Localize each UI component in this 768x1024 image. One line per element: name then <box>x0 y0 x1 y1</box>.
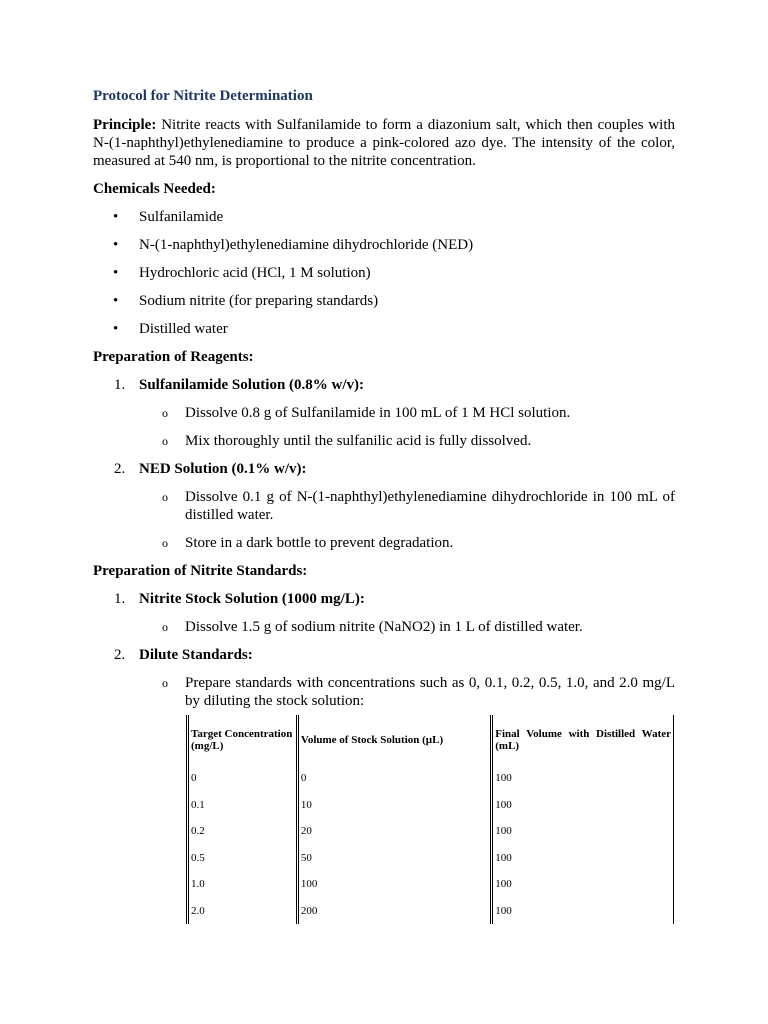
table-cell: 0.2 <box>188 818 298 845</box>
step-title: Dilute Standards: <box>139 647 253 663</box>
sub-list <box>139 674 675 710</box>
chemicals-list <box>93 208 675 338</box>
table-cell: 0 <box>188 765 298 792</box>
column-header: Final Volume with Distilled Water (mL) <box>492 715 674 765</box>
step-item <box>93 590 675 636</box>
table-cell: 0.5 <box>188 845 298 872</box>
table-cell: 2.0 <box>188 898 298 925</box>
sub-item-text: Prepare standards with concentrations such as 0, 0.1, 0.2, 0.5, 1.0, and 2.0 mg/L by diluting the stock solution: <box>185 675 675 709</box>
bullet-icon: • <box>113 265 119 281</box>
list-item <box>93 320 675 338</box>
step-item <box>93 460 675 552</box>
table-cell: 20 <box>297 818 491 845</box>
table-row <box>188 898 674 925</box>
step-item <box>93 376 675 450</box>
circle-bullet-icon: o <box>162 676 168 690</box>
step-number: 1. <box>114 591 126 607</box>
sub-item <box>139 674 675 710</box>
step-number: 1. <box>114 377 126 393</box>
principle-paragraph <box>93 116 675 170</box>
sub-item <box>139 618 675 636</box>
sub-item-text: Dissolve 1.5 g of sodium nitrite (NaNO2) in 1 L of distilled water. <box>185 619 583 635</box>
step-number: 2. <box>114 461 126 477</box>
table-cell: 50 <box>297 845 491 872</box>
chemicals-heading: Chemicals Needed: <box>93 181 216 197</box>
reagents-steps <box>93 376 675 552</box>
table-cell: 0.1 <box>188 792 298 819</box>
sub-list <box>139 404 675 450</box>
sub-list <box>139 618 675 636</box>
step-number: 2. <box>114 647 126 663</box>
sub-item <box>139 404 675 422</box>
reagents-heading: Preparation of Reagents: <box>93 349 254 365</box>
list-item-text: Sodium nitrite (for preparing standards) <box>139 293 379 309</box>
column-header: Target Concentration (mg/L) <box>188 715 298 765</box>
sub-item-text: Dissolve 0.1 g of N-(1-naphthyl)ethylenediamine dihydrochloride in 100 mL of distilled water. <box>185 489 675 523</box>
circle-bullet-icon: o <box>162 620 168 634</box>
table-row <box>188 818 674 845</box>
document-page <box>93 87 675 720</box>
table-cell: 100 <box>492 818 674 845</box>
circle-bullet-icon: o <box>162 536 168 550</box>
list-item <box>93 208 675 226</box>
table-row <box>188 792 674 819</box>
list-item <box>93 264 675 282</box>
table-cell: 100 <box>492 845 674 872</box>
sub-item <box>139 432 675 450</box>
table-cell: 0 <box>297 765 491 792</box>
sub-item-text: Mix thoroughly until the sulfanilic acid is fully dissolved. <box>185 433 532 449</box>
list-item-text: Hydrochloric acid (HCl, 1 M solution) <box>139 265 371 281</box>
list-item-text: Sulfanilamide <box>139 209 224 225</box>
bullet-icon: • <box>113 321 119 337</box>
circle-bullet-icon: o <box>162 406 168 420</box>
table-cell: 100 <box>492 871 674 898</box>
step-title: NED Solution (0.1% w/v): <box>139 461 307 477</box>
circle-bullet-icon: o <box>162 490 168 504</box>
table-row <box>188 845 674 872</box>
column-header: Volume of Stock Solution (µL) <box>297 715 491 765</box>
sub-list <box>139 488 675 552</box>
table-cell: 10 <box>297 792 491 819</box>
sub-item-text: Store in a dark bottle to prevent degradation. <box>185 535 454 551</box>
table-cell: 1.0 <box>188 871 298 898</box>
list-item <box>93 292 675 310</box>
table-cell: 100 <box>492 765 674 792</box>
bullet-icon: • <box>113 209 119 225</box>
table-cell: 100 <box>297 871 491 898</box>
step-title: Sulfanilamide Solution (0.8% w/v): <box>139 377 365 393</box>
bullet-icon: • <box>113 237 119 253</box>
table-cell: 100 <box>492 898 674 925</box>
list-item-text: Distilled water <box>139 321 228 337</box>
principle-text: Nitrite reacts with Sulfanilamide to form a diazonium salt, which then couples with N-(1-naphthyl)ethylenediamine to produce a pink-colored azo dye. The intensity of the color, measured at 540 nm, is proportional to the nitrite concentration. <box>93 117 675 169</box>
principle-label: Principle: <box>93 117 157 133</box>
standards-table <box>186 715 674 924</box>
sub-item-text: Dissolve 0.8 g of Sulfanilamide in 100 mL of 1 M HCl solution. <box>185 405 571 421</box>
standards-steps <box>93 590 675 710</box>
table-row <box>188 871 674 898</box>
circle-bullet-icon: o <box>162 434 168 448</box>
bullet-icon: • <box>113 293 119 309</box>
sub-item <box>139 534 675 552</box>
step-title: Nitrite Stock Solution (1000 mg/L): <box>139 591 365 607</box>
list-item-text: N-(1-naphthyl)ethylenediamine dihydrochloride (NED) <box>139 237 474 253</box>
table-cell: 200 <box>297 898 491 925</box>
step-item <box>93 646 675 710</box>
table-header-row <box>188 715 674 765</box>
standards-heading: Preparation of Nitrite Standards: <box>93 563 308 579</box>
standards-table-wrapper <box>186 715 674 935</box>
table-cell: 100 <box>492 792 674 819</box>
table-row <box>188 765 674 792</box>
list-item <box>93 236 675 254</box>
sub-item <box>139 488 675 524</box>
page-title: Protocol for Nitrite Determination <box>93 88 313 104</box>
